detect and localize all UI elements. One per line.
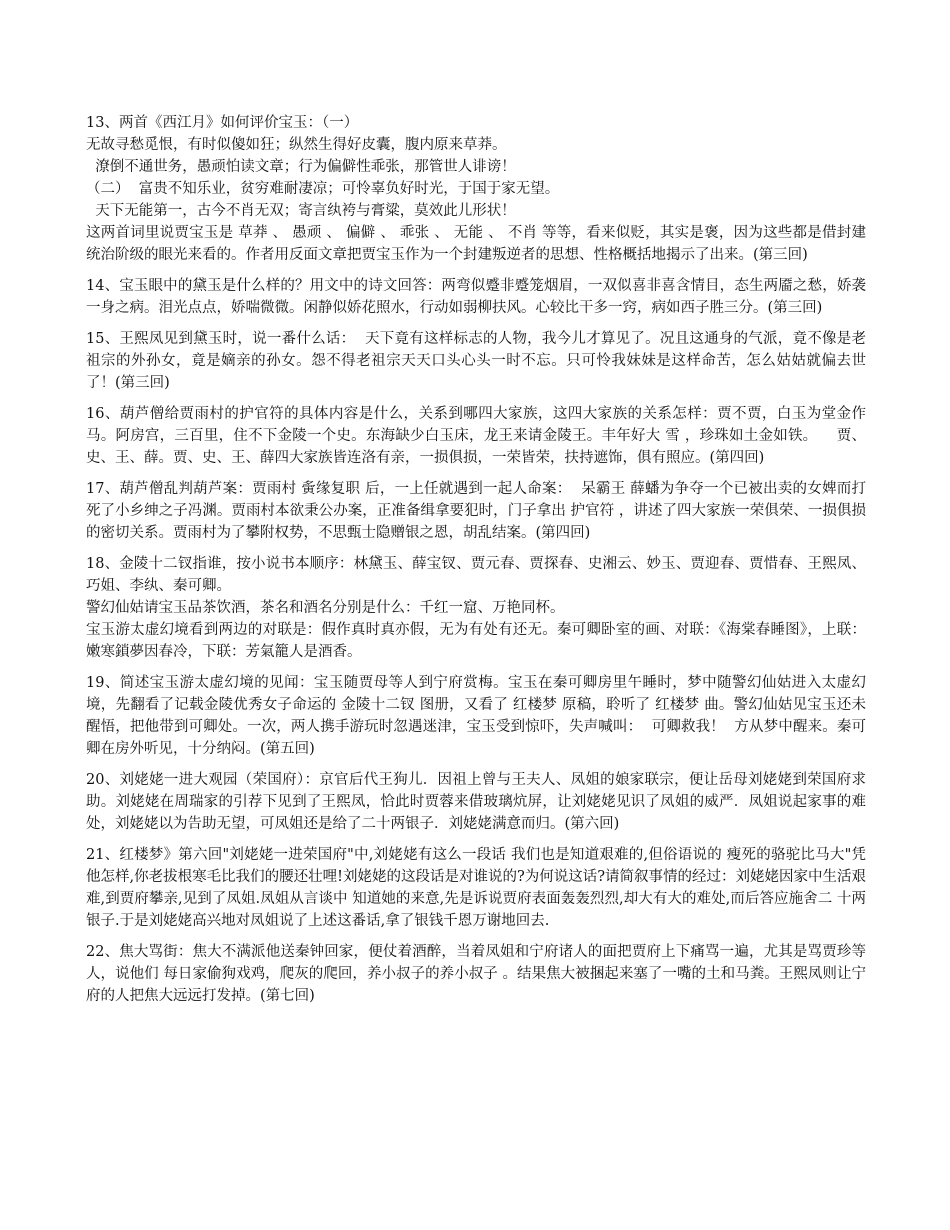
paragraph: 20、刘姥姥一进大观园（荣国府）：京官后代王狗儿．因祖上曾与王夫人、凤姐的娘家联宗，便让岳母刘姥姥到荣国府求助。刘姥姥在周瑞家的引荐下见到了王熙凤，恰此时贾蓉来借玻璃炕屏，让刘姥姥见识了凤姐的威严．凤姐说起家事的难处，刘姥姥以为告助无望，可凤姐还是给了二十两银子．刘姥姥满意而归。(第六回) [86,772,866,832]
paragraph: 宝玉游太虚幻境看到两边的对联是：假作真时真亦假，无为有处有还无。秦可卿卧室的画、对联：《海棠春睡图》，上联：嫩寒鎖夢因春冷，下联：芳氣籠人是酒香。 [86,622,866,660]
paragraph: 14、宝玉眼中的黛玉是什么样的？用文中的诗文回答：两弯似蹙非蹙笼烟眉，一双似喜非喜含情目，态生两靥之愁，娇袭一身之病。泪光点点，娇喘微微。闲静似娇花照水，行动如弱柳扶风。心较比干多一窍，病如西子胜三分。(第三回) [86,278,866,316]
paragraph: 警幻仙姑请宝玉品茶饮酒，茶名和酒名分别是什么：千红一窟、万艳同杯。 [86,600,565,616]
paragraph: 天下无能第一，古今不肖无双；寄言纨袴与膏粱，莫效此儿形状！ [86,203,516,219]
paragraph: 19、简述宝玉游太虚幻境的见闻：宝玉随贾母等人到宁府赏梅。宝玉在秦可卿房里午睡时，梦中随警幻仙姑进入太虚幻境，先翻看了记载金陵优秀女子命运的 金陵十二钗 图册，又看了 红楼梦 原稿，聆听了 红楼梦 曲。警幻仙姑见宝玉还未醒悟，把他带到可卿处。一次，两人携手游玩时忽遇迷津，宝玉受到惊吓，失声喊叫： 可卿救我！ 方从梦中醒来。秦可卿在房外听见，十分纳闷。(第五回) [86,675,866,757]
paragraph: 潦倒不通世务，愚顽怕读文章；行为偏僻性乖张，那管世人诽谤！ [86,159,516,175]
paragraph: 22、焦大骂街：焦大不满派他送秦钟回家，便仗着酒醉，当着凤姐和宁府诸人的面把贾府上下痛骂一遍，尤其是骂贾珍等人，说他们 每日家偷狗戏鸡，爬灰的爬回，养小叔子的养小叔子 。结果焦大被捆起来塞了一嘴的土和马粪。王熙凤则让宁府的人把焦大远远打发掉。(第七回) [86,944,866,1004]
paragraph: （二） 富贵不知乐业，贫穷难耐凄凉；可怜辜负好时光，于国于家无望。 [86,181,560,197]
paragraph: 16、葫芦僧给贾雨村的护官符的具体内容是什么，关系到哪四大家族，这四大家族的关系怎样：贾不贾，白玉为堂金作马。阿房宫，三百里，住不下金陵一个史。东海缺少白玉床，龙王来请金陵王。丰年好大 雪 ，珍珠如土金如铁。 贾、史、王、薛。贾、史、王、薛四大家族皆连洛有亲，一损俱损，一荣皆荣，扶持遮饰，俱有照应。(第四回) [86,406,866,466]
paragraph: 这两首词里说贾宝玉是 草莽 、 愚顽 、 偏僻 、 乖张 、 无能 、 不肖 等等，看来似贬，其实是褒，因为这些都是借封建统治阶级的眼光来看的。作者用反面文章把贾宝玉作为一个封建叛逆者的思想、性格概括地揭示了出来。(第三回) [86,225,866,263]
paragraph: 无故寻愁觅恨，有时似傻如狂；纵然生得好皮囊，腹内原来草莽。 [86,137,507,153]
paragraph: 17、葫芦僧乱判葫芦案：贾雨村 夤缘复职 后，一上任就遇到一起人命案： 呆霸王 薛蟠为争夺一个已被出卖的女婢而打死了小乡绅之子冯渊。贾雨村本欲秉公办案，正准备缉拿要犯时，门子拿出 护官符 ，讲述了四大家族一荣俱荣、一损俱损的密切关系。贾雨村为了攀附权势，不思甄士隐赠银之恩，胡乱结案。(第四回) [86,481,866,541]
document-page [86,112,866,1007]
paragraph: 15、王熙凤见到黛玉时，说一番什么话： 天下竟有这样标志的人物，我今儿才算见了。况且这通身的气派，竟不像是老祖宗的外孙女，竟是嫡亲的孙女。怨不得老祖宗天天口头心头一时不忘。只可怜我妹妹是这样命苦，怎么姑姑就偏去世了！(第三回) [86,331,866,391]
paragraph: 21、红楼梦》第六回"刘姥姥一进荣国府"中,刘姥姥有这么一段话 我们也是知道艰难的,但俗语说的 瘦死的骆驼比马大"凭他怎样,你老拔根寒毛比我们的腰还壮哩!刘姥姥的这段话是对谁说的?为何说这话?请简叙事情的经过：刘姥姥因家中生活艰难,到贾府攀亲,见到了凤姐.凤姐从言谈中 知道她的来意,先是诉说贾府表面轰轰烈烈,却大有大的难处,而后答应施舍二 十两银子.于是刘姥姥高兴地对凤姐说了上述这番话,拿了银钱千恩万谢地回去. [86,847,866,929]
paragraph: 18、金陵十二钗指谁，按小说书本顺序：林黛玉、薛宝钗、贾元春、贾探春、史湘云、妙玉、贾迎春、贾惜春、王熙凤、巧姐、李纨、秦可卿。 [86,556,866,594]
paragraph: 13、两首《西江月》如何评价宝玉：（一） [86,115,359,131]
